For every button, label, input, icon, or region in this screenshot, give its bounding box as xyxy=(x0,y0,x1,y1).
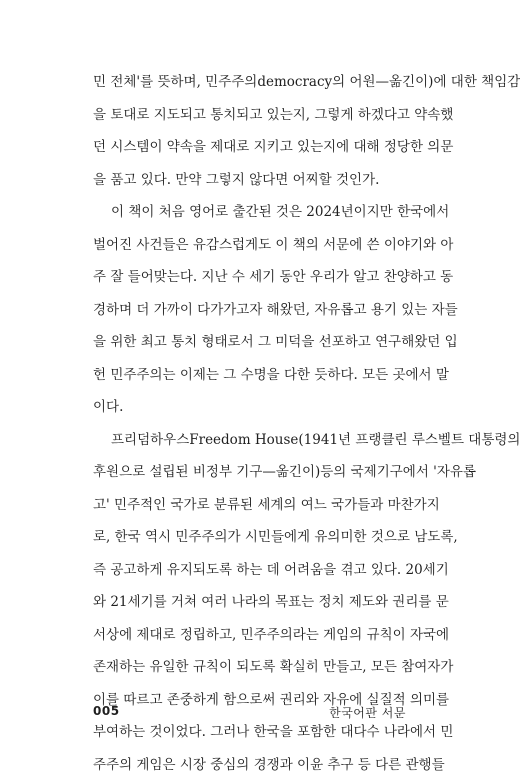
text-line: 주주의 게임은 시장 중심의 경쟁과 이윤 추구 등 다른 관행들 xyxy=(93,749,405,781)
body-text xyxy=(93,66,405,781)
text-line: 던 시스템이 약속을 제대로 지키고 있는지에 대해 정당한 의문 xyxy=(93,131,405,164)
text-line: 민 전체'를 뜻하며, 민주주의democracy의 어원—옮긴이)에 대한 책임감 xyxy=(93,66,405,99)
text-line: 서상에 제대로 정립하고, 민주주의라는 게임의 규칙이 자국에 xyxy=(93,619,405,652)
paragraph-first-line: 프리덤하우스Freedom House(1941년 프랭클린 루스벨트 대통령의 xyxy=(93,424,405,457)
text-line: 이다. xyxy=(93,391,405,424)
page-number: 005 xyxy=(93,704,120,718)
text-line: 즉 공고하게 유지되도록 하는 데 어려움을 겪고 있다. 20세기 xyxy=(93,554,405,587)
text-line: 을 위한 최고 통치 형태로서 그 미덕을 선포하고 연구해왔던 입 xyxy=(93,326,405,359)
text-line: 주 잘 들어맞는다. 지난 수 세기 동안 우리가 알고 찬양하고 동 xyxy=(93,261,405,294)
text-line: 을 품고 있다. 만약 그렇지 않다면 어찌할 것인가. xyxy=(93,164,405,197)
text-line: 을 토대로 지도되고 통치되고 있는지, 그렇게 하겠다고 약속했 xyxy=(93,99,405,132)
text-line: 헌 민주주의는 이제는 그 수명을 다한 듯하다. 모든 곳에서 말 xyxy=(93,359,405,392)
text-line: 존재하는 유일한 규칙이 되도록 확실히 만들고, 모든 참여자가 xyxy=(93,651,405,684)
paragraph-first-line: 이 책이 처음 영어로 출간된 것은 2024년이지만 한국에서 xyxy=(93,196,405,229)
text-line: 이를 따르고 존중하게 함으로써 권리와 자유에 실질적 의미를 xyxy=(93,684,405,717)
text-line: 부여하는 것이었다. 그러나 한국을 포함한 대다수 나라에서 민 xyxy=(93,716,405,749)
text-line: 로, 한국 역시 민주주의가 시민들에게 유의미한 것으로 남도록, xyxy=(93,521,405,554)
text-line: 경하며 더 가까이 다가가고자 해왔던, 자유롭고 용기 있는 자들 xyxy=(93,294,405,327)
text-line: 고' 민주적인 국가로 분류된 세계의 여느 국가들과 마찬가지 xyxy=(93,489,405,522)
text-line: 와 21세기를 거쳐 여러 나라의 목표는 정치 제도와 권리를 문 xyxy=(93,586,405,619)
text-line: 벌어진 사건들은 유감스럽게도 이 책의 서문에 쓴 이야기와 아 xyxy=(93,229,405,262)
text-line: 후원으로 설립된 비정부 기구—옮긴이)등의 국제기구에서 '자유롭 xyxy=(93,456,405,489)
running-head: 한국어판 서문 xyxy=(329,704,406,721)
